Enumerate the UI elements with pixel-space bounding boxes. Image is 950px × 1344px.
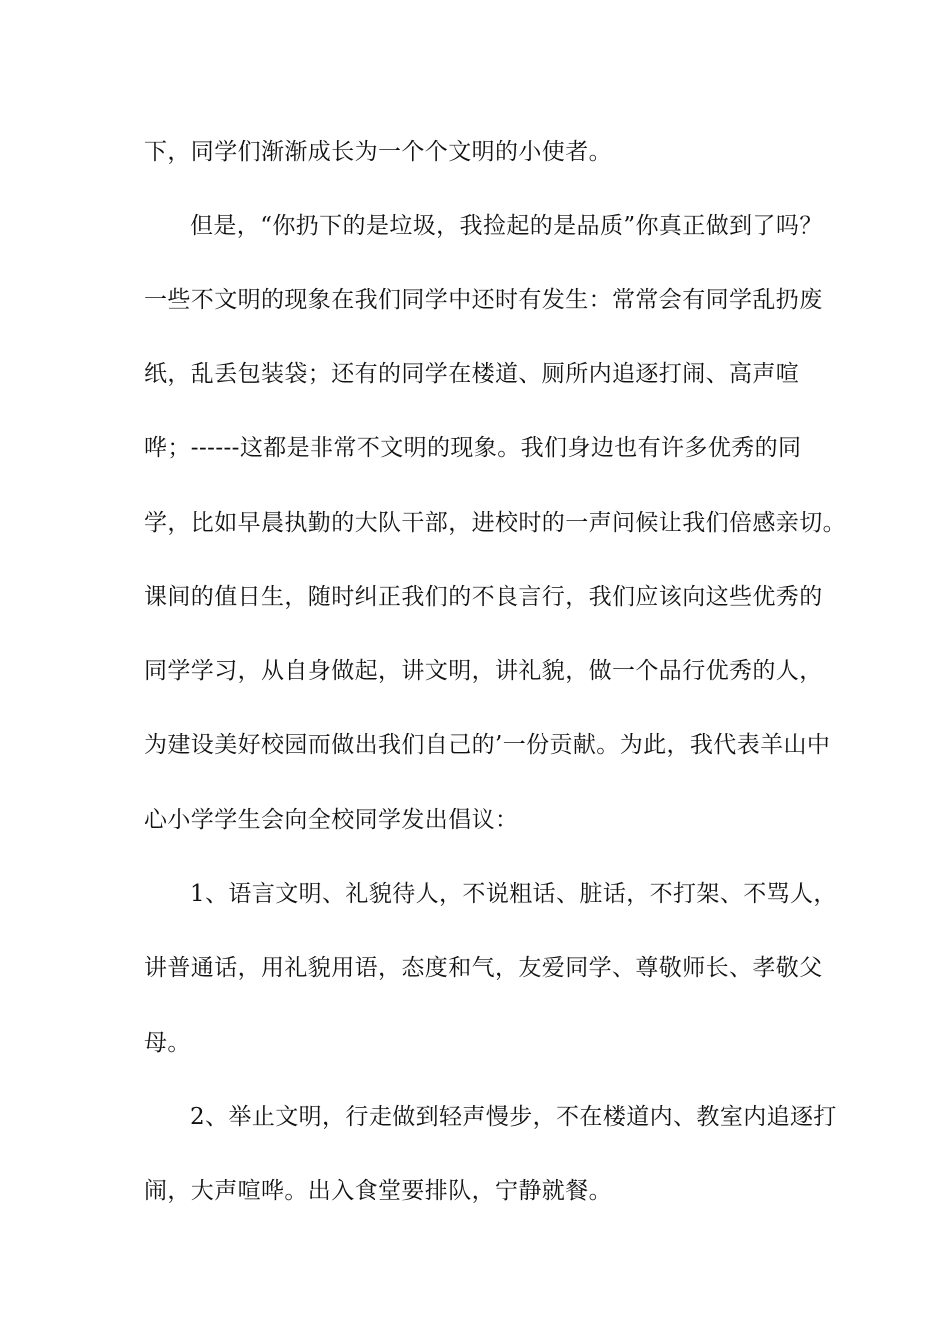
proposal-item-2-first-line: 2、举止文明，行走做到轻声慢步，不在楼道内、教室内追逐打 xyxy=(190,1104,837,1130)
text-line: 课间的值日生，随时纠正我们的不良言行，我们应该向这些优秀的 xyxy=(144,584,823,610)
text-line: 一些不文明的现象在我们同学中还时有发生：常常会有同学乱扔废 xyxy=(144,287,823,313)
text-line: 同学学习，从自身做起，讲文明，讲礼貌，做一个品行优秀的人， xyxy=(144,658,823,684)
text-line: 心小学学生会向全校同学发出倡议： xyxy=(144,807,519,833)
text-line: 母。 xyxy=(144,1030,191,1056)
text-line: 学，比如早晨执勤的大队干部，进校时的一声问候让我们倍感亲切。 xyxy=(144,510,846,536)
text-line: 闹，大声喧哗。出入食堂要排队，宁静就餐。 xyxy=(144,1178,612,1204)
text-line: 下，同学们渐渐成长为一个个文明的小使者。 xyxy=(144,139,612,165)
text-line: 讲普通话，用礼貌用语，态度和气，友爱同学、尊敬师长、孝敬父 xyxy=(144,955,823,981)
text-line: 为建设美好校园而做出我们自己的’一份贡献。为此，我代表羊山中 xyxy=(144,732,831,758)
paragraph-first-line: 但是，“你扔下的是垃圾，我捡起的是品质”你真正做到了吗？ xyxy=(190,213,823,239)
text-line: 哗；------这都是非常不文明的现象。我们身边也有许多优秀的同 xyxy=(144,435,802,461)
proposal-item-1-first-line: 1、语言文明、礼貌待人，不说粗话、脏话，不打架、不骂人， xyxy=(190,881,837,907)
text-line: 纸，乱丢包装袋；还有的同学在楼道、厕所内追逐打闹、高声喧 xyxy=(144,361,800,387)
